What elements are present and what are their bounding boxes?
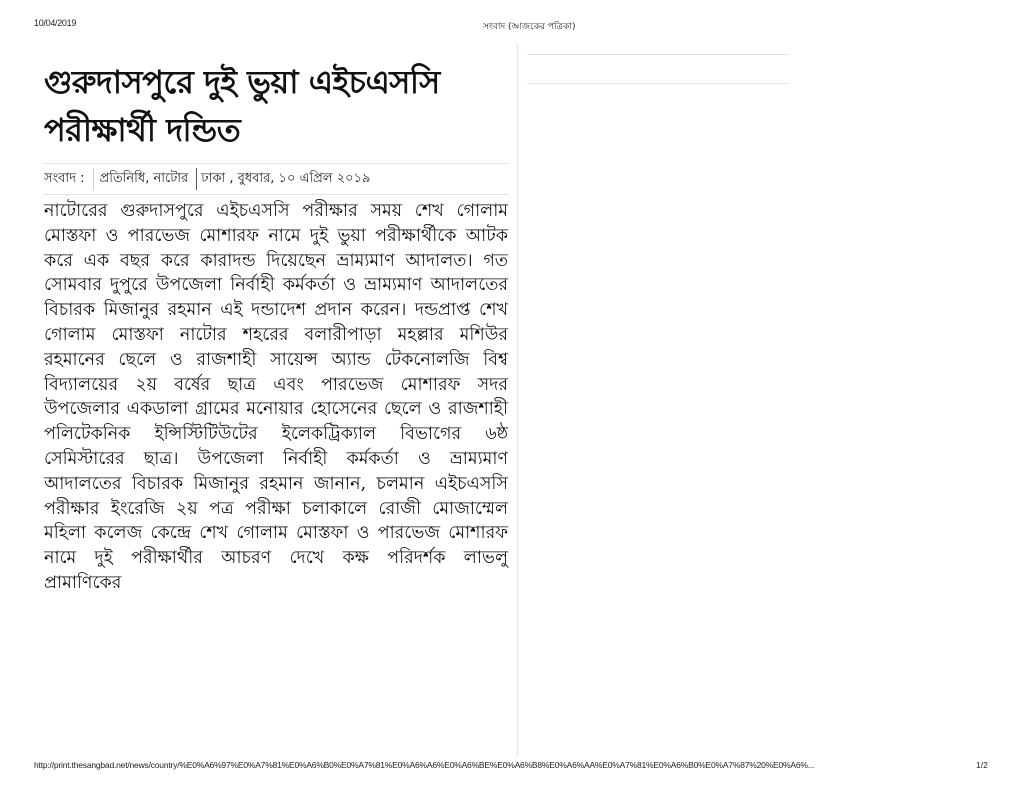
article-body: নাটোরের গুরুদাসপুরে এইচএসসি পরীক্ষার সময় শেখ গোলাম মোস্তফা ও পারভেজ মোশারফ নামে দুই ভুয়া পরীক্ষার্থীকে আটক করে এক বছর করে কারাদন্ড দিয়েছেন ভ্রাম্যমাণ আদালত। গত সোমবার দুপুরে উপজেলা নির্বাহী কর্মকর্তা ও ভ্রাম্যমাণ আদালতের বিচারক মিজানুর রহমান এই দন্ডাদেশ প্রদান করেন। দন্ডপ্রাপ্ত শেখ গোলাম মোস্তফা নাটোর শহরের বলারীপাড়া মহল্লার মশিউর রহমানের ছেলে ও রাজশাহী সায়েন্স অ্যান্ড টেকনোলজি বিশ্ব বিদ্যালয়ের ২য় বর্ষের ছাত্র এবং পারভেজ মোশারফ সদর উপজেলার একডালা গ্রামের মনোয়ার হোসেনের ছেলে ও রাজশাহী পলিটেকনিক ইন্সিস্টিটিউটের ইলেকট্রিক্যাল বিভাগের ৬ষ্ঠ সেমিস্টারের ছাত্র। উপজেলা নির্বাহী কর্মকর্তা ও ভ্রাম্যমাণ আদালতের বিচারক মিজানুর রহমান জানান, চলমান এইচএসসি পরীক্ষার ইংরেজি ২য় পত্র পরীক্ষা চলাকালে রোজী মোজাম্মেল মহিলা কলেজ কেন্দ্রে শেখ গোলাম মোস্তফা ও পারভেজ মোশারফ নামে দুই পরীক্ষার্থীর আচরণ দেখে কক্ষ পরিদর্শক লাভলু প্রামাণিকের xyxy=(44,201,508,593)
dateline: ঢাকা , বুধবার, ১০ এপ্রিল ২০১৯ xyxy=(196,168,370,190)
article-headline: গুরুদাসপুরে দুই ভুয়া এইচএসসি পরীক্ষার্থী দন্ডিত xyxy=(44,63,440,149)
byline xyxy=(44,163,508,190)
print-header-date: 10/04/2019 xyxy=(34,18,77,28)
print-footer-url: http://print.thesangbad.net/news/country/%E0%A6%97%E0%A7%81%E0%A6%B0%E0%A7%81%E0%A6%A6%E0%A6%BE%E0%A6%B8%E0%A6%AA%E0%A7%81%E0%A6%B0%E0%A7%87%20%E0%A6%... xyxy=(34,760,815,770)
print-footer-page-number: 1/2 xyxy=(976,760,988,770)
print-header-title: সংবাদ (আজকের পত্রিকা) xyxy=(483,22,576,32)
author: প্রতিনিধি, নাটোর xyxy=(93,168,189,190)
article xyxy=(44,58,508,596)
column-divider xyxy=(517,44,518,756)
sidebar-rule-top xyxy=(527,54,789,55)
source-label: সংবাদ : xyxy=(44,171,85,186)
divider xyxy=(44,194,508,195)
sidebar-rule-bottom xyxy=(527,83,789,84)
